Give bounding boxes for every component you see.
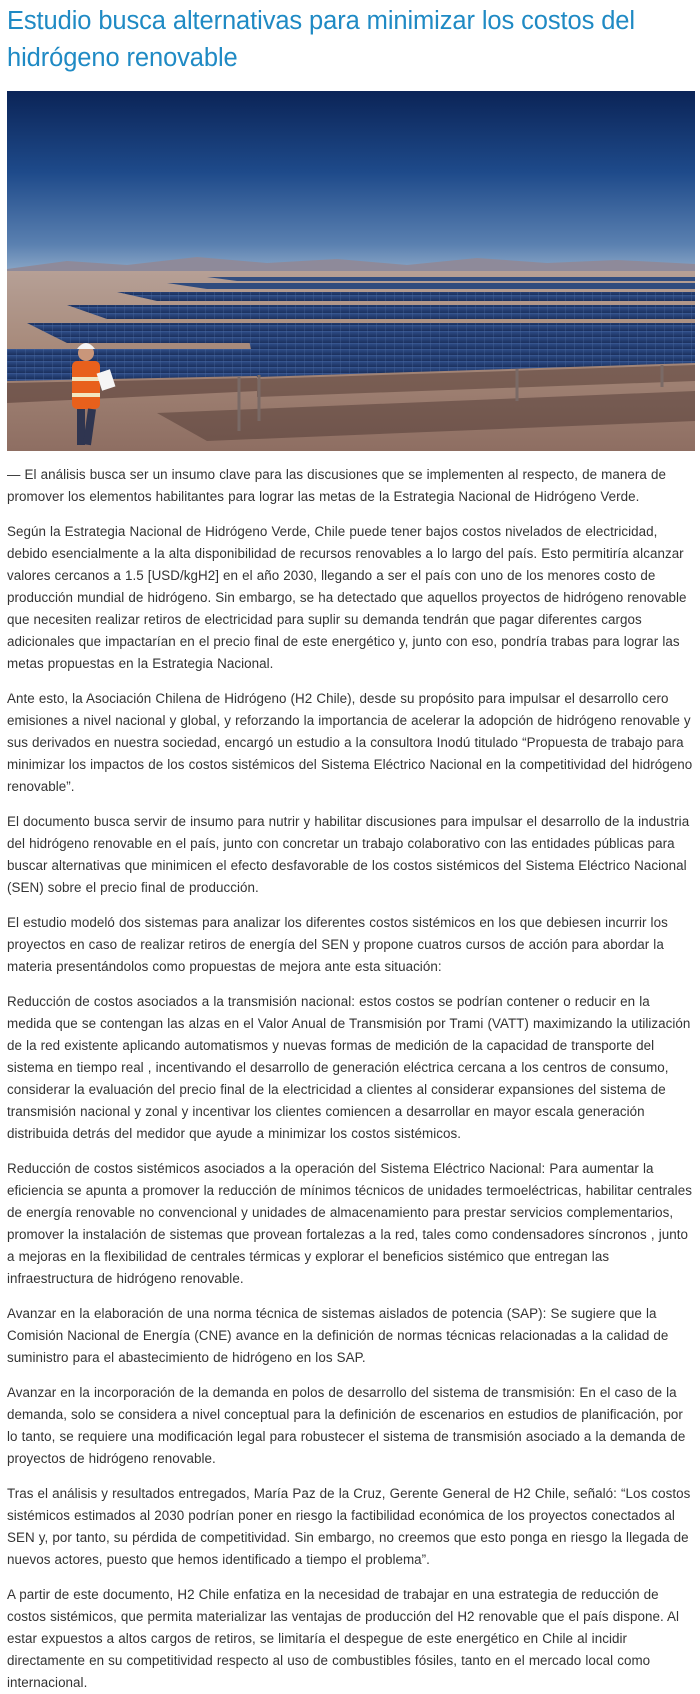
paragraph: El estudio modeló dos sistemas para analizar los diferentes costos sistémicos en los que debiesen incurrir los proyectos en caso de realizar retiros de energía del SEN y propone cuatros cursos de acción para abordar la materia presentándolos como propuestas de mejora ante esta situación: — [7, 915, 668, 974]
paragraph: Según la Estrategia Nacional de Hidrógeno Verde, Chile puede tener bajos costos nivelados de electricidad, debido esencialmente a la alta disponibilidad de recursos renovables a lo largo del país. Esto permitiría alcanzar valores cercanos a 1.5 [USD/kgH2] en el año 2030, llegando a ser el país con uno de los menores costo de producción mundial de hidrógeno. Sin embargo, se ha detectado que aquellos proyectos de hidrógeno renovable que necesiten realizar retiros de electricidad para suplir su demanda tendrán que pagar diferentes cargos adicionales que impactarían en el precio final de este energético y, junto con eso, pondría trabas para lograr las metas propuestas en la Estrategia Nacional. — [7, 524, 687, 671]
paragraph: Ante esto, la Asociación Chilena de Hidrógeno (H2 Chile), desde su propósito para impulsar el desarrollo cero emisiones a nivel nacional y global, y reforzando la importancia de acelerar la adopción de hidrógeno renovable y sus derivados en nuestra sociedad, encargó un estudio a la consultora Inodú titulado “Propuesta de trabajo para minimizar los impactos de los costos sistémicos del Sistema Eléctrico Nacional en la competitividad del hidrógeno renovable”. — [7, 691, 693, 794]
paragraph-lead: — El análisis busca ser un insumo clave para las discusiones que se implementen al respecto, de manera de promover los elementos habilitantes para lograr las metas de la Estrategia Nacional de Hidrógeno Verde. — [7, 467, 666, 504]
hero-image — [7, 91, 695, 451]
paragraph: Avanzar en la elaboración de una norma técnica de sistemas aislados de potencia (SAP): Se sugiere que la Comisión Nacional de Energía (CNE) avance en la definición de normas técnicas relacionadas a la calidad de suministro para el abastecimiento de hidrógeno en los SAP. — [7, 1306, 669, 1365]
paragraph: A partir de este documento, H2 Chile enfatiza en la necesidad de trabajar en una estrategia de reducción de costos sistémicos, que permita materializar las ventajas de producción del H2 renovable que el país dispone. Al estar expuestos a altos cargos de retiros, se limitaría el despegue de este energético en Chile al incidir directamente en su competitividad respecto al uso de combustibles fósiles, tanto en el mercado local como internacional. — [7, 1587, 680, 1690]
paragraph: Avanzar en la incorporación de la demanda en polos de desarrollo del sistema de transmisión: En el caso de la demanda, solo se considera a nivel conceptual para la definición de escenarios en estudios de planificación, por lo tanto, se requiere una modificación legal para robustecer el sistema de transmisión asociado a la demanda de proyectos de hidrógeno renovable. — [7, 1385, 686, 1466]
article-title: Estudio busca alternativas para minimizar los costos del hidrógeno renovable — [7, 7, 635, 72]
paragraph: Reducción de costos asociados a la transmisión nacional: estos costos se podrían contener o reducir en la medida que se contengan las alzas en el Valor Anual de Transmisión por Trami (VATT) maximizando la utilización de la red existente aplicando automatismos y nuevas formas de medición de la capacidad de transporte del sistema en tiempo real , incentivando el desarrollo de generación eléctrica cercana a los centros de consumo, considerar la evaluación del precio final de la electricidad a clientes al considerar expansiones del sistema de transmisión nacional y zonal y incentivar los clientes comiencen a desarrollar en mayor escala generación distribuida detrás del medidor que ayude a minimizar los costos sistémicos. — [7, 994, 691, 1141]
solar-field-photo-icon — [7, 91, 695, 451]
article — [7, 0, 695, 1694]
article-body — [7, 464, 695, 1694]
paragraph: El documento busca servir de insumo para nutrir y habilitar discusiones para impulsar el desarrollo de la industria del hidrógeno renovable en el país, junto con concretar un trabajo colaborativo con las entidades públicas para buscar alternativas que minimicen el efecto desfavorable de los costos sistémicos del Sistema Eléctrico Nacional (SEN) sobre el precio final de producción. — [7, 814, 690, 895]
paragraph: Reducción de costos sistémicos asociados a la operación del Sistema Eléctrico Nacional: Para aumentar la eficiencia se apunta a promover la reducción de mínimos técnicos de unidades termoeléctricas, habilitar centrales de energía renovable no convencional y unidades de almacenamiento para prestar servicios complementarios, promover la instalación de sistemas que provean fortalezas a la red, tales como condensadores síncronos , junto a mejoras en la flexibilidad de centrales térmicas y explorar el beneficios sistémico que entregan las infraestructura de hidrógeno renovable. — [7, 1161, 692, 1286]
paragraph: Tras el análisis y resultados entregados, María Paz de la Cruz, Gerente General de H2 Chile, señaló: “Los costos sistémicos estimados al 2030 podrían poner en riesgo la factibilidad económica de los proyectos conectados al SEN y, por tanto, su pérdida de competitividad. Sin embargo, no creemos que esto ponga en riesgo la llegada de nuevos actores, puesto que hemos identificado a tiempo el problema”. — [7, 1486, 691, 1567]
